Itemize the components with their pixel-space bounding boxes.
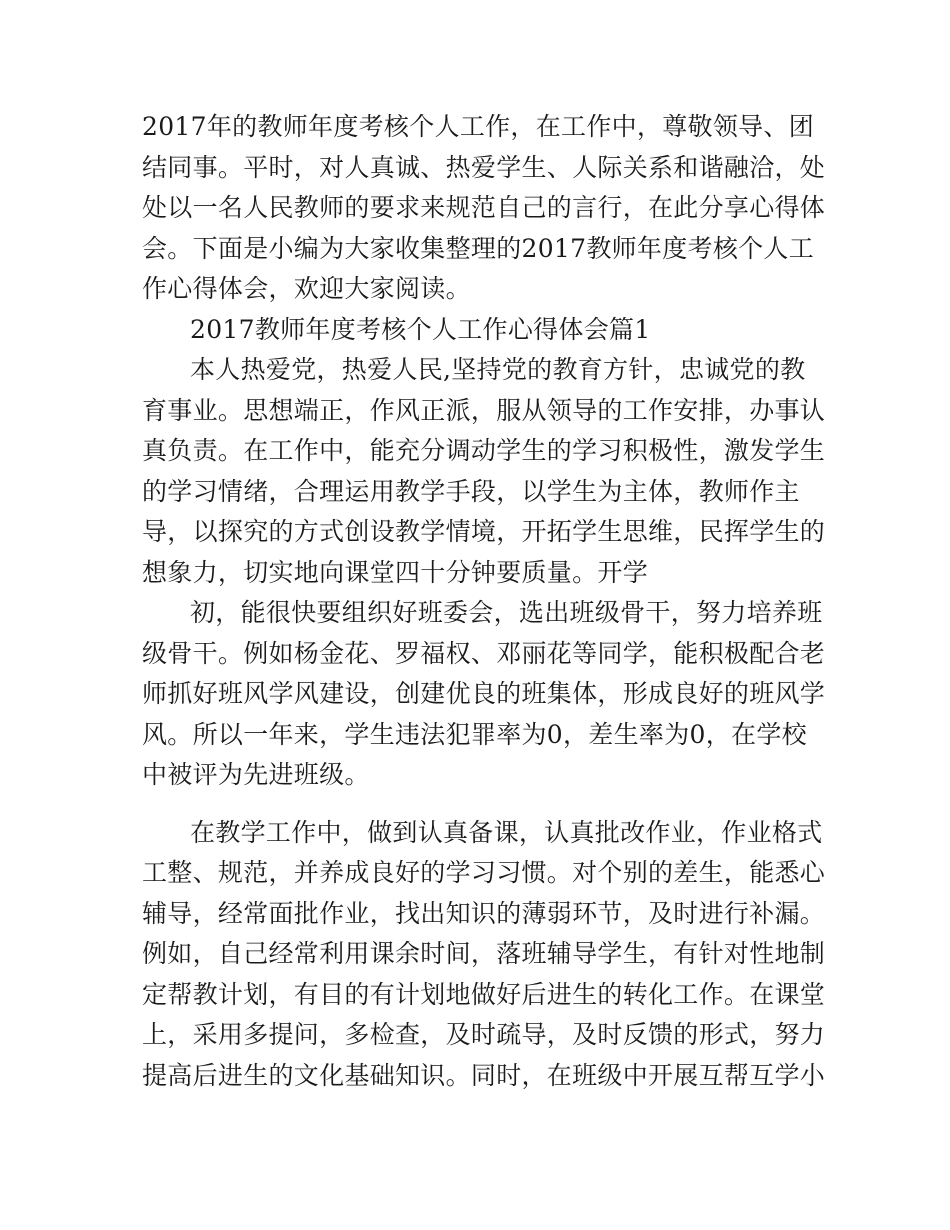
text-line: 结同事。平时，对人真诚、热爱学生、人际关系和谐融洽，处: [142, 152, 826, 182]
document-body: [142, 107, 826, 1096]
text-line: 辅导，经常面批作业，找出知识的薄弱环节，及时进行补漏。: [142, 898, 826, 928]
text-line: 导，以探究的方式创设教学情境，开拓学生思维，民挥学生的: [142, 517, 826, 546]
text-line: 的学习情绪，合理运用教学手段，以学生为主体，教师作主: [142, 476, 800, 506]
text-line: 2017年的教师年度考核个人工作，在工作中，尊敬领导、团: [142, 112, 815, 141]
text-line: 中被评为先进班级。: [142, 760, 370, 789]
text-line: 真负责。在工作中，能充分调动学生的学习积极性，激发学生: [142, 436, 826, 465]
text-line: 提高后进生的文化基础知识。同时，在班级中开展互帮互学小: [142, 1060, 826, 1090]
text-line: 本人热爱党，热爱人民,坚持党的教育方针，忠诚党的教: [190, 355, 806, 384]
text-line: 级骨干。例如杨金花、罗福权、邓丽花等同学，能积极配合老: [142, 638, 826, 668]
text-line: 工整、规范，并养成良好的学习习惯。对个别的差生，能悉心: [142, 858, 826, 887]
text-line: 在教学工作中，做到认真备课，认真批改作业，作业格式: [190, 817, 823, 847]
text-line: 处以一名人民教师的要求来规范自己的言行，在此分享心得体: [142, 193, 826, 222]
text-line: 例如，自己经常利用课余时间，落班辅导学生，有针对性地制: [142, 939, 826, 968]
text-line: 会。下面是小编为大家收集整理的2017教师年度考核个人工: [142, 233, 815, 263]
text-line: 作心得体会，欢迎大家阅读。: [142, 274, 471, 303]
paragraph-gap: [142, 796, 818, 813]
text-line: 想象力，切实地向课堂四十分钟要质量。开学: [142, 557, 649, 587]
text-line: 2017教师年度考核个人工作心得体会篇1: [190, 314, 651, 344]
text-line: 风。所以一年来，学生违法犯罪率为0，差生率为0，在学校: [142, 719, 807, 749]
text-line: 上，采用多提问，多检查，及时疏导，及时反馈的形式，努力: [142, 1020, 826, 1049]
text-line: 育事业。思想端正，作风正派，服从领导的工作安排，办事认: [142, 395, 826, 425]
text-line: 定帮教计划，有目的有计划地做好后进生的转化工作。在课堂: [142, 979, 826, 1009]
text-line: 师抓好班风学风建设，创建优良的班集体，形成良好的班风学: [142, 679, 826, 708]
text-line: 初，能很快要组织好班委会，选出班级骨干，努力培养班: [190, 598, 823, 627]
